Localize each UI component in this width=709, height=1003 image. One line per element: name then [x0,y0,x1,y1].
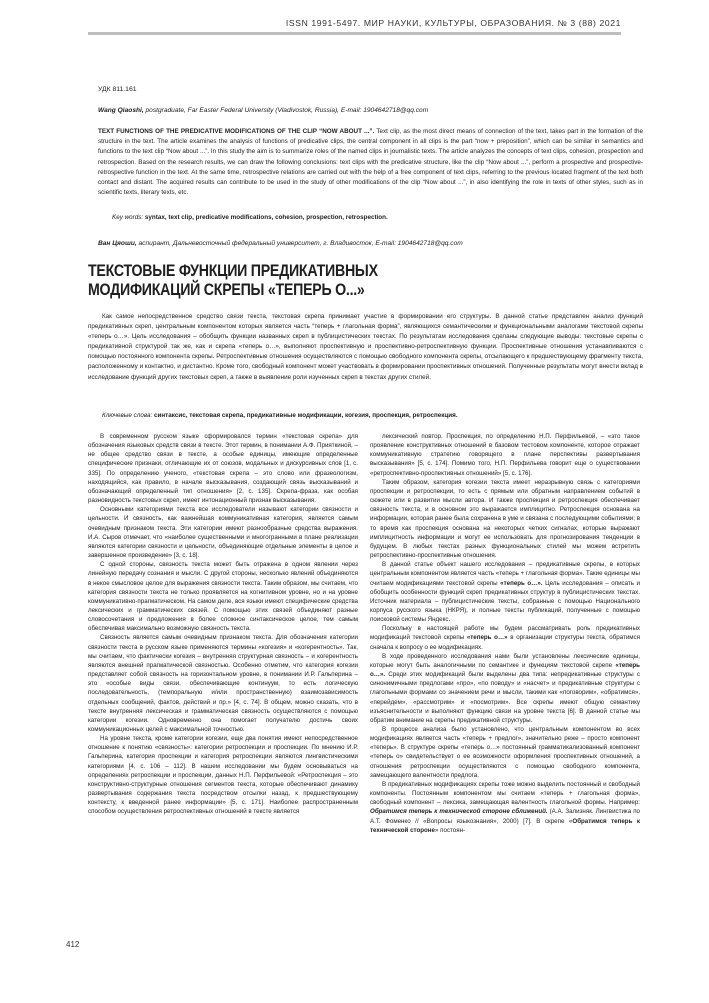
english-keywords-label: Key words: [112,214,144,221]
english-author-line [98,107,643,114]
paragraph: Основными категориями текста все исследователи называют категории связности и цельности. И связность, как важнейшая коммуникативная категория, является самым очевидным признаком текста. Эти категории имеют разнообразные средства выражения. И.А. Сыров отмечает, что «наиболее существенными и многогранными в плане реализации являются категории связности и цельности, объединяющие отдельные элементы в целое и завершенное произведение» [3, с. 18]. [88,506,358,560]
paragraph: Таким образом, категория когезии текста имеет неразрывную связь с категориями проспекции и ретроспекции, то есть с прямым или обратным направлением событий в сюжете или в развитии мысли автора. И также проспекция и ретроспекция обеспечивает связность текста, и в основном это выражается имплицитно. Ретроспекция основана на информации, которая ранее была сохранена в уме и связана с последующими событиями; в то время как проспекция основана на некоторых четких сигналах, которые выражают имплицитность информации и могут ее использовать для прогнозирования тенденции в будущем. В любых текстах разных функциональных стилей мы можем встретить ретроспективно-проспективные отношения. [370,478,640,560]
english-keywords [98,214,643,221]
article-title-line-2: МОДИФИКАЦИЙ СКРЕПЫ «ТЕПЕРЬ О...» [88,281,365,299]
text-run: » постоян- [435,826,466,834]
russian-keywords-label: Ключевые слова: [102,412,153,419]
paragraph: С одной стороны, связность текста может быть отражена в одном явлении через линейную передачу сознания и мысли. С другой стороны, несколько явлений объединяются в некое смысловое целое для выражения связности текста. Таким образом, мы считаем, что категория связности текста не только проявляется на когнитивном уровне, но и на уровне коммуникативно-прагматическом. На самом деле, вся языки имеют специфические средства лексических и грамматических связей. С помощью этих связей объединяют разные словосочетания и предложения в более сложное синтаксическое целое, тем самым обеспечивая максимально возможную связность текста. [88,561,358,633]
clip-term: «теперь о…» [466,634,508,642]
paragraph [370,624,640,651]
russian-keywords [88,412,643,419]
paragraph [370,652,640,725]
english-abstract [98,127,643,198]
text-run: Поскольку в настоящей работе мы будем рассматривать роль предикативных модификаций текстовой скрепы [370,625,640,642]
russian-author-affiliation: аспирант, Дальневосточный федеральный университет, г. Владивосток, E-mail: 1904642718@qq.com [136,240,463,247]
english-author-affiliation: postgraduate, Far Easter Federal University (Vladivostok, Russia), E-mail: 1904642718@qq.com [143,107,429,114]
text-run: В ходе проведенного исследования нами были установлены лексические единицы, которые могут быть аналогичными по семантике и функциям текстовой скрепе [370,652,640,669]
udk-code: УДК 811.161 [98,86,137,93]
paragraph: В процессе анализа было установлено, что центральным компонентом во всех модификациях является часть «теперь + предлог», значительно реже – просто компонент «теперь». В структуре скрепы «теперь о…» постоянный грамматикализованный компонент «теперь о» свидетельствует о ее возможности оформления проспективных отношений, а отношения ретроспекции осуществляются с помощью свободного компонента, замещающего валентности предлога. [370,726,640,779]
text-run: Цель исследования – описать и обобщить особенности функций скреп предикативных структур в публицистических текстах. Источник материала – публицистические тексты, собранные с помощью Национального корпуса русского языка (НКРЯ), и полные тексты публикаций, полученные с помощью поисковой системы Яндекс. [370,579,640,624]
page-number: 412 [66,940,80,949]
article-title [88,262,380,300]
clip-term: Обратимся теперь к технической стороне [370,817,640,834]
russian-author-line [98,240,643,247]
russian-keywords-values: синтаксис, текстовая скрепа, предикативные модификации, когезия, проспекция, ретроспекция. [152,412,458,419]
text-run: В предикативных модификациях скрепы тоже можно выделить постоянный и свободный компоненты. Постоянным компонентом мы считаем «теперь + глагольная форма», свободный компонент – лексика, замещающая валентность глагольной формы. Например: [370,780,640,807]
clip-term: «теперь о…». [500,579,543,587]
paragraph [370,780,640,835]
russian-abstract: Как самое непосредственное средство связи текста, текстовая скрепа принимает участие в формировании его структуры. В данной статье представлен анализ функций предикативных скреп, центральным компонентом которых является часть “теперь + глагольная форма”, являющихся семантическими и функциональными аналогами текстовой скрепы «теперь о…». Цель исследования – обобщить функции названных скреп в публицистических текстах. По результатам исследования сделаны следующие выводы: текстовые скрепы с предикативной структурой так же, как и скрепа «теперь о…», выполняют проспективную и проспективно-ретроспективную функции. Проспективные отношения устанавливаются с помощью постоянного компонента скрепы. Ретроспективные отношения осуществляются с помощью свободного компонента скрепы, отсылающего к предшествующему фрагменту текста, расположенному и контактно, и дистантно. Кроме того, свободный компонент может участвовать в формировании проспективных отношений. Полученные результаты могут внести вклад в исследование функций других текстовых скреп, а также в выявление роли изученных скреп в текстах других стилей. [88,313,643,381]
text-run: в организации структуры текста, обратимся сначала к вопросу о ее модификациях. [370,634,640,651]
english-author-name: Wang Qiaoshi, [98,107,144,114]
text-run: В данной статье объект нашего исследования – предикативные скрепы, в которых центральным компонентом является часть «теперь + глагольная форма». Такие единицы мы считаем модификациями текстовой скрепы [370,561,640,587]
paragraph [370,560,640,624]
running-head-text: ISSN 1991-5497. МИР НАУКИ, КУЛЬТУРЫ, ОБРАЗОВАНИЯ. № 3 (88) 2021 [285,18,621,28]
paragraph: Связность является самым очевидным признаком текста. Для обозначения категории связности текста в русском языке применяются термины «когезия» и «когерентность». Так, мы считаем, что фактически когезия – внутренняя структурная связность – и когерентность являются внешней прагматической связностью. Особенно отметим, что категория когезии представляет собой связность на горизонтальном уровне, в понимании И.Р. Гальперина – это «особые виды связи, обеспечивающие континуум, то есть логическую последовательность, (темпоральную и/или пространственную) взаимозависимость отдельных сообщений, фактов, действий и пр.» [4, с. 74]. В общем, можно сказать, что в тексте внутренняя лексическая и грамматическая связность осуществляются с помощью категории когезии. Одновременно она помогает получателю достичь своих коммуникационных целей с максимальной точностью. [88,634,358,733]
text-run: Среди этих модификаций были выделены два типа: непредикативные структуры с синонимичными предлогами «про», «по поводу» и «насчет» и предикативные структуры с глагольными формами со значением речи и мысли, такими как «поговорим», «обратимся», «перейдем», «рассмотрим» и «посмотрим». Все скрепы имеют общую семантику изъяснительности и выполняют функцию связи на уровне текста [6]. В данной статье мы обратим внимание на скрепы предикативной структуры. [370,671,640,724]
clip-term: «теперь о…». [370,661,640,679]
paragraph: На уровне текста, кроме категории когезии, еще два понятия имеют непосредственное отношение к понятию «связность»: категории ретроспекции и проспекции. По мнению И.Р. Гальперина, категория проспекции и категория ретроспекции являются лингвистическими категориями [4, с. 106 – 112]. В нашем исследовании мы будем основываться на определениях ретроспекции и проспекции, данных Н.П. Перфильевой: «Ретроспекция – это конструктивно-структурные отношения сегментов текста, которые обеспечивают динамику развертывания содержания текста посредством отсылки назад, к предшествующему контексту, к введенной ранее информации» [5, с. 171]. Наиболее распространенным способом осуществления ретроспективных отношений в тексте является [88,735,358,816]
example-sentence: Обратимся теперь к технической стороне сближений. [370,808,548,816]
text-run: (А.А. Зализняк. Лингвистика по А.Т. Фоменко // «Вопросы языкознания», 2000) [7]. В скрепе « [370,808,640,825]
article-title-line-1: ТЕКСТОВЫЕ ФУНКЦИИ ПРЕДИКАТИВНЫХ [88,262,378,280]
body-column-right [370,432,640,936]
paragraph: лексический повтор. Проспекция, по определению Н.П. Перфильевой, – «это такое проявление конструктивных отношений в базовом тестовом компоненте, которое отражает коммуникативную стратегию говорящего в плане перспективы развертывания высказывания» [5, с. 174]. Помимо того, Н.П. Перфильева говорит еще о существовании «ретроспективно-проспективных отношений» [5, с. 176]. [370,433,640,477]
paragraph: В современном русском языке сформировался термин «текстовая скрепа» для обозначения языковых средств связи в тексте. Этот термин, в понимании А.Ф. Прияткиной, – не общее средство связи в тексте, а особые единицы, имеющие определенные специфические признаки, отличающие их от союзов, модальных и дискурсивных слов [1, с. 335]. По определению ученого, «текстовая скрепа – это слово или фразеологизм, находящийся, как правило, в начале высказывания, создающий связь высказываний и обозначающий определенный тип отношения» [2, с. 135]. Скрепа-фраза, как особая разновидность текстовых скреп, имеет интонационный признак высказывания. [88,433,358,505]
english-abstract-title: TEXT FUNCTIONS OF THE PREDICATIVE MODIFICATIONS OF THE CLIP “NOW ABOUT ...”. [98,128,375,135]
russian-author-name: Ван Цяоши, [98,240,137,247]
english-keywords-values: syntax, text clip, predicative modifications, cohesion, prospection, retrospection. [143,214,388,221]
body-column-left [88,432,358,936]
english-abstract-body: Text clip, as the most direct means of connection of the text, takes part in the formation of the structure in the text. The article examines the analysis of functions of predicative clips, the central component in all clips is the part “now + preposition”, which can be similar in semantics and functions to the text clip “Now about ...”. In this study the aim is to summarize roles of the named clips in journalistic texts. The article analyzes the concepts of text clips, cohesion, prospection and retrospection. Based on the research results, we can draw the following conclusions: text clips with the predicative structure, like the clip “Now about ...”, perform a prospective and prospective-retrospective function in the text. At the same time, retrospective relations are carried out with the help of a free component of text clips, referring to the previous located fragment of the text both contact and distant. The acquired results can contribute to be used in the study of other modifications of the clip “Now about ...”, in also identifying the role in texts of other styles, such as in scientific texts, literary texts, etc. [98,128,643,197]
running-head-rule [88,32,621,35]
running-head [88,16,621,40]
